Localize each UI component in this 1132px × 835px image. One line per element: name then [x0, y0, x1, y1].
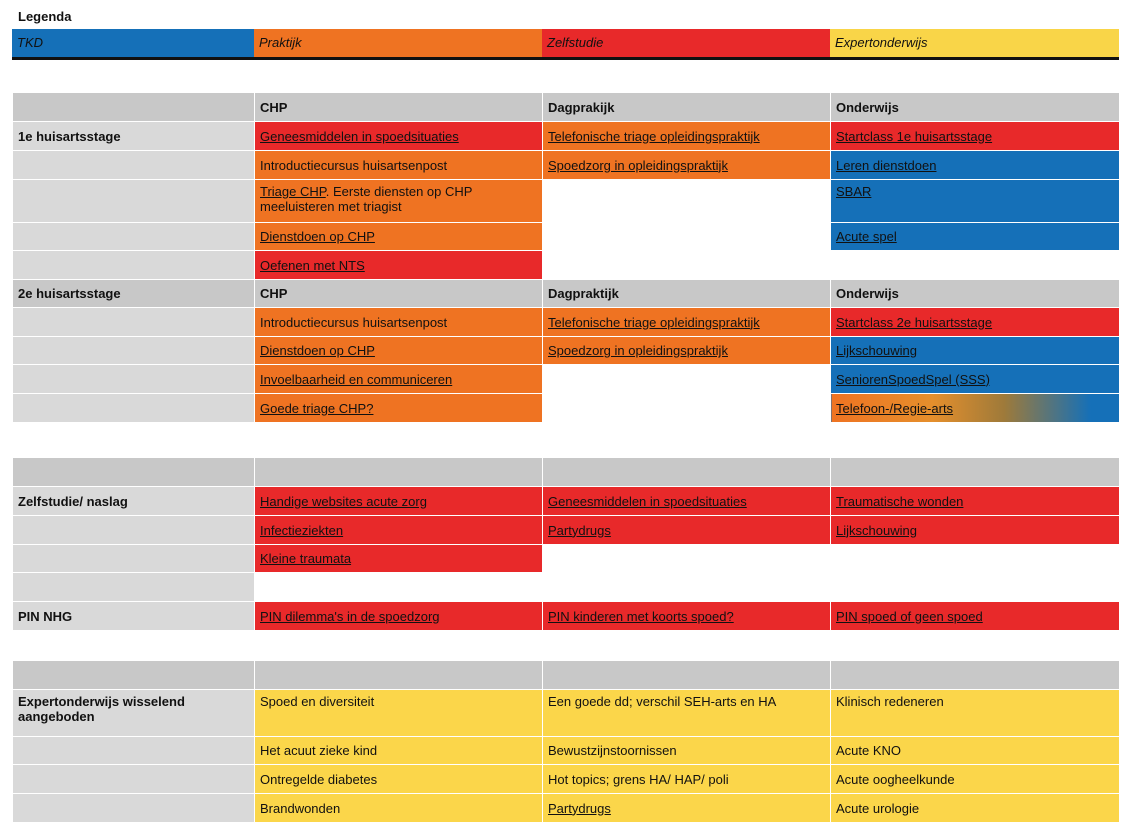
- link-traumatische-wonden[interactable]: Traumatische wonden: [831, 487, 1120, 516]
- legend-title: Legenda: [18, 9, 72, 24]
- header-empty: [255, 458, 543, 487]
- legend-bar: [12, 29, 1119, 60]
- header-empty: [543, 661, 831, 690]
- row-label-empty: [13, 394, 255, 423]
- cell-empty: [255, 573, 543, 602]
- cell-introductiecursus: Introductiecursus huisartsenpost: [255, 151, 543, 180]
- row-label-expertonderwijs: Expertonderwijs wisselend aangeboden: [13, 690, 255, 737]
- cell-empty: [543, 545, 831, 573]
- link-oefenen-nts[interactable]: Oefenen met NTS: [255, 251, 543, 280]
- table-row: [13, 251, 1120, 280]
- header-chp-2: CHP: [255, 280, 543, 308]
- legend-expertonderwijs: Expertonderwijs: [830, 29, 1119, 57]
- expertonderwijs-table: [12, 660, 1120, 823]
- row-label-pin-nhg: PIN NHG: [13, 602, 255, 631]
- link-invoelbaarheid[interactable]: Invoelbaarheid en communiceren: [255, 365, 543, 394]
- table-row: [13, 308, 1120, 337]
- link-geneesmiddelen-2[interactable]: Geneesmiddelen in spoedsituaties: [543, 487, 831, 516]
- table-row: [13, 122, 1120, 151]
- link-startclass-1e[interactable]: Startclass 1e huisartsstage: [831, 122, 1120, 151]
- link-goede-triage[interactable]: Goede triage CHP?: [255, 394, 543, 423]
- link-startclass-2e[interactable]: Startclass 2e huisartsstage: [831, 308, 1120, 337]
- header-dagpraktijk-2: Dagpraktijk: [543, 280, 831, 308]
- table-row: [13, 765, 1120, 794]
- link-dienstdoen-chp-2[interactable]: Dienstdoen op CHP: [255, 337, 543, 365]
- row-label-empty: [13, 765, 255, 794]
- table-row: [13, 151, 1120, 180]
- cell-ontregelde-diabetes: Ontregelde diabetes: [255, 765, 543, 794]
- table-row: [13, 394, 1120, 423]
- link-sbar[interactable]: SBAR: [831, 180, 1120, 223]
- table-header-row: [13, 93, 1120, 122]
- row-label-empty: [13, 251, 255, 280]
- link-partydrugs-2[interactable]: Partydrugs: [543, 794, 831, 823]
- row-label-empty: [13, 573, 255, 602]
- legend-zelfstudie: Zelfstudie: [542, 29, 830, 57]
- header-empty: [13, 458, 255, 487]
- triage-chp-text: . Eerste diensten op CHP meeluisteren met triagist: [260, 184, 473, 214]
- link-pin-spoed[interactable]: PIN spoed of geen spoed: [831, 602, 1120, 631]
- cell-empty: [543, 573, 831, 602]
- link-handige-websites[interactable]: Handige websites acute zorg: [255, 487, 543, 516]
- row-label-empty: [13, 794, 255, 823]
- header-chp: CHP: [255, 93, 543, 122]
- cell-acuut-zieke-kind: Het acuut zieke kind: [255, 737, 543, 765]
- zelfstudie-table: [12, 457, 1120, 631]
- row-label-empty: [13, 223, 255, 251]
- table-row: [13, 602, 1120, 631]
- row-label-empty: [13, 180, 255, 223]
- header-empty: [13, 93, 255, 122]
- table-header-row: [13, 661, 1120, 690]
- cell-goede-dd: Een goede dd; verschil SEH-arts en HA: [543, 690, 831, 737]
- row-label-empty: [13, 737, 255, 765]
- cell-bewustzijnstoornissen: Bewustzijnstoornissen: [543, 737, 831, 765]
- row-label-empty: [13, 365, 255, 394]
- cell-empty: [543, 394, 831, 423]
- row-label-empty: [13, 151, 255, 180]
- link-geneesmiddelen[interactable]: Geneesmiddelen in spoedsituaties: [255, 122, 543, 151]
- cell-empty: [543, 180, 831, 223]
- cell-introductiecursus-2: Introductiecursus huisartsenpost: [255, 308, 543, 337]
- link-telefonische-triage[interactable]: Telefonische triage opleidingspraktijk: [543, 122, 831, 151]
- cell-empty: [831, 251, 1120, 280]
- link-kleine-traumata[interactable]: Kleine traumata: [255, 545, 543, 573]
- link-telefoon-regie-arts[interactable]: Telefoon-/Regie-arts: [831, 394, 1120, 423]
- cell-empty: [543, 223, 831, 251]
- table-header-row: [13, 458, 1120, 487]
- table-row: [13, 180, 1120, 223]
- link-pin-dilemmas[interactable]: PIN dilemma's in de spoedzorg: [255, 602, 543, 631]
- link-lijkschouwing[interactable]: Lijkschouwing: [831, 337, 1120, 365]
- table-row: [13, 737, 1120, 765]
- link-leren-dienstdoen[interactable]: Leren dienstdoen: [831, 151, 1120, 180]
- row-label-empty: [13, 308, 255, 337]
- cell-empty: [543, 365, 831, 394]
- cell-acute-urologie: Acute urologie: [831, 794, 1120, 823]
- link-telefonische-triage-2[interactable]: Telefonische triage opleidingspraktijk: [543, 308, 831, 337]
- header-onderwijs: Onderwijs: [831, 93, 1120, 122]
- table-header-row: [13, 280, 1120, 308]
- header-empty: [255, 661, 543, 690]
- cell-spoed-diversiteit: Spoed en diversiteit: [255, 690, 543, 737]
- row-label-zelfstudie: Zelfstudie/ naslag: [13, 487, 255, 516]
- legend-tkd: TKD: [12, 29, 254, 57]
- table-row: [13, 794, 1120, 823]
- cell-acute-oogheelkunde: Acute oogheelkunde: [831, 765, 1120, 794]
- row-label-empty: [13, 545, 255, 573]
- link-partydrugs[interactable]: Partydrugs: [543, 516, 831, 545]
- header-empty: [831, 661, 1120, 690]
- link-triage-chp[interactable]: Triage CHP: [260, 184, 326, 199]
- row-label-empty: [13, 516, 255, 545]
- table-row: [13, 337, 1120, 365]
- header-empty: [543, 458, 831, 487]
- header-onderwijs-2: Onderwijs: [831, 280, 1120, 308]
- table-row: [13, 223, 1120, 251]
- row-label-1e-stage: 1e huisartsstage: [13, 122, 255, 151]
- link-infectieziekten[interactable]: Infectieziekten: [255, 516, 543, 545]
- link-acute-spel[interactable]: Acute spel: [831, 223, 1120, 251]
- cell-empty: [543, 251, 831, 280]
- table-row: [13, 487, 1120, 516]
- link-lijkschouwing-2[interactable]: Lijkschouwing: [831, 516, 1120, 545]
- cell-klinisch-redeneren: Klinisch redeneren: [831, 690, 1120, 737]
- row-label-2e-stage: 2e huisartsstage: [13, 280, 255, 308]
- table-row: [13, 545, 1120, 573]
- row-label-empty: [13, 337, 255, 365]
- cell-empty: [831, 573, 1120, 602]
- cell-brandwonden: Brandwonden: [255, 794, 543, 823]
- table-row: [13, 573, 1120, 602]
- table-row: [13, 690, 1120, 737]
- link-pin-kinderen[interactable]: PIN kinderen met koorts spoed?: [543, 602, 831, 631]
- cell-acute-kno: Acute KNO: [831, 737, 1120, 765]
- header-empty: [13, 661, 255, 690]
- table-row: [13, 516, 1120, 545]
- header-empty: [831, 458, 1120, 487]
- link-spoedzorg-2[interactable]: Spoedzorg in opleidingspraktijk: [543, 337, 831, 365]
- cell-hot-topics: Hot topics; grens HA/ HAP/ poli: [543, 765, 831, 794]
- header-dagpraktijk: Dagprakijk: [543, 93, 831, 122]
- stage-table: [12, 92, 1120, 423]
- link-seniorenspoedspel[interactable]: SeniorenSpoedSpel (SSS): [831, 365, 1120, 394]
- legend-praktijk: Praktijk: [254, 29, 542, 57]
- cell-triage-chp: [255, 180, 543, 223]
- cell-empty: [831, 545, 1120, 573]
- link-dienstdoen-chp[interactable]: Dienstdoen op CHP: [255, 223, 543, 251]
- link-spoedzorg[interactable]: Spoedzorg in opleidingspraktijk: [543, 151, 831, 180]
- table-row: [13, 365, 1120, 394]
